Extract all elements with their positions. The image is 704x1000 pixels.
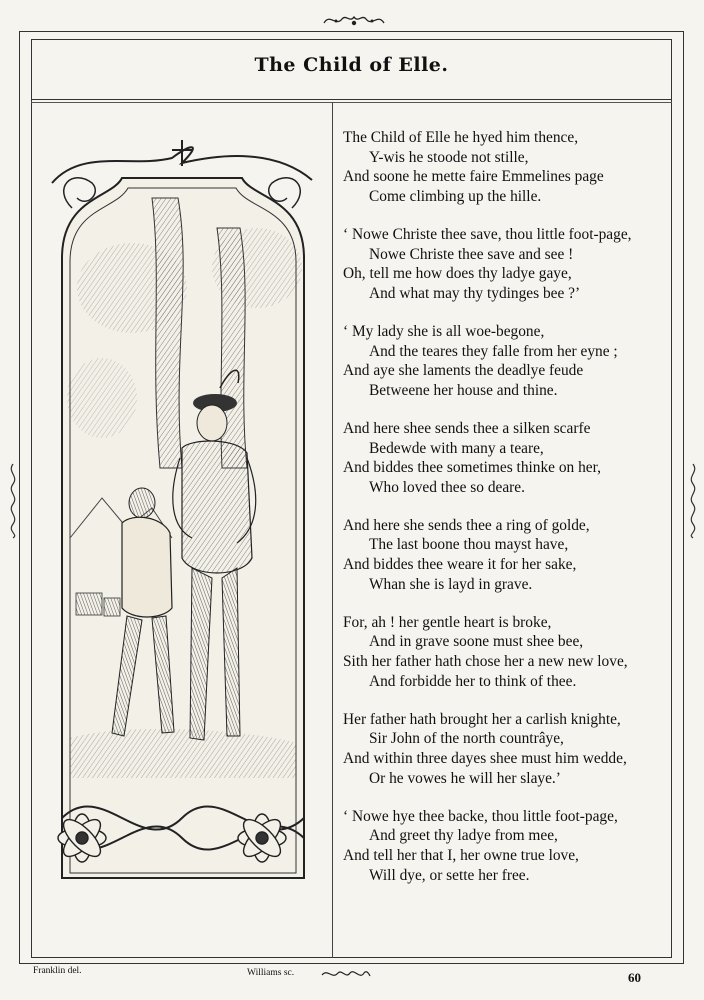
poem-line: And the teares they falle from her eyne ; [369, 342, 618, 360]
poem-text [343, 128, 678, 904]
poem-line: Oh, tell me how does thy ladye gaye, [343, 265, 572, 283]
engraver-credit: Williams sc. [247, 968, 295, 978]
poem-line: And in grave soone must shee bee, [369, 633, 584, 651]
poem-line: ‘ Nowe Christe thee save, thou little foot-page, [343, 225, 632, 243]
artist-credit: Franklin del. [33, 966, 82, 976]
poem-line: And greet thy ladye from mee, [369, 827, 558, 845]
stanza [343, 322, 678, 400]
poem-line: And what may thy tydinges bee ?’ [369, 284, 581, 302]
poem-line: And biddes thee sometimes thinke on her, [343, 459, 601, 477]
poem-line: And tell her that I, her owne true love, [343, 846, 579, 864]
poem-line: Betweene her house and thine. [369, 381, 558, 399]
page-title: The Child of Elle. [254, 54, 449, 76]
poem-line: For, ah ! her gentle heart is broke, [343, 613, 552, 631]
poem-line: Or he vowes he will her slaye.’ [369, 769, 561, 787]
poem-line: Whan she is layd in grave. [369, 575, 533, 593]
poem-line: Sith her father hath chose her a new new love, [343, 653, 628, 671]
poem-line: ‘ Nowe hye thee backe, thou little foot-page, [343, 807, 618, 825]
left-side-ornament [6, 462, 20, 540]
poem-line: Will dye, or sette her free. [369, 866, 530, 884]
stanza [343, 128, 678, 206]
stanza [343, 710, 678, 788]
stanza [343, 225, 678, 303]
poem-line: ‘ My lady she is all woe-begone, [343, 322, 545, 340]
stanza [343, 516, 678, 594]
poem-line: Nowe Christe thee save and see ! [369, 245, 574, 263]
engraving-illustration [42, 138, 322, 898]
poem-line: And forbidde her to think of thee. [369, 672, 577, 690]
poem-line: Her father hath brought her a carlish knighte, [343, 710, 621, 728]
column-divider [332, 102, 333, 958]
stanza [343, 807, 678, 885]
title-rule-double [31, 102, 672, 103]
poem-line: The Child of Elle he hyed him thence, [343, 129, 579, 146]
stanza [343, 613, 678, 691]
footer-ornament [320, 966, 372, 982]
poem-line: Y-wis he stoode not stille, [369, 148, 529, 166]
top-ornament [322, 11, 386, 29]
page-number: 60 [628, 970, 641, 985]
poem-line: And aye she laments the deadlye feude [343, 362, 584, 380]
poem-line: Bedewde with many a teare, [369, 439, 544, 457]
stanza [343, 419, 678, 497]
poem-line: And soone he mette faire Emmelines page [343, 168, 604, 186]
poem-line: Who loved thee so deare. [369, 478, 525, 496]
poem-line: And biddes thee weare it for her sake, [343, 556, 577, 574]
poem-line: Sir John of the north countrâye, [369, 730, 564, 748]
title-rule [31, 99, 672, 100]
poem-line: And here shee sends thee a silken scarfe [343, 419, 591, 437]
poem-line: And here she sends thee a ring of golde, [343, 516, 590, 534]
poem-line: The last boone thou mayst have, [369, 536, 569, 554]
poem-line: Come climbing up the hille. [369, 187, 542, 205]
poem-line: And within three dayes shee must him wedde, [343, 750, 627, 767]
right-side-ornament [686, 462, 700, 540]
